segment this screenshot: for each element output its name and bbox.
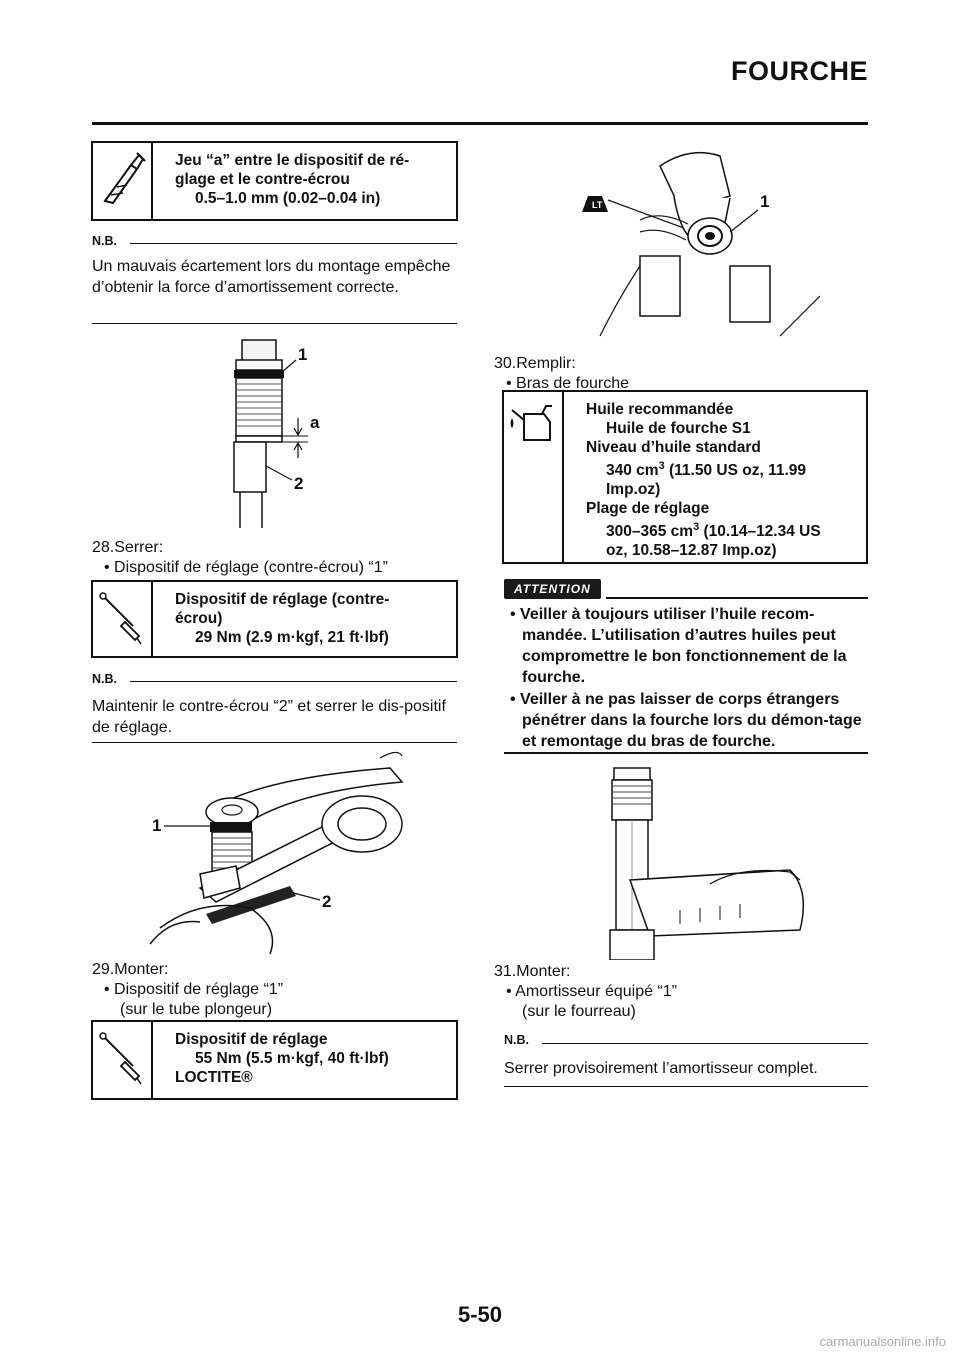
- nb2-rule: [130, 681, 457, 682]
- nb1-bottom-rule: [92, 323, 457, 324]
- attention-item-2: • Veiller à ne pas laisser de corps étrangers pénétrer dans la fourche lors du démon-tage et remontage du bras de fourche.: [510, 691, 862, 750]
- figure-adjuster-gap: [200, 332, 350, 532]
- step-31: [494, 962, 868, 1022]
- fig2-callout-1: 1: [152, 816, 162, 835]
- spec-icon-cell: [93, 1022, 153, 1098]
- fig1-callout-a: a: [310, 413, 320, 432]
- oil-can-icon: [504, 392, 562, 452]
- spec-torque1-value: 29 Nm (2.9 m·kgf, 21 ft·lbf): [195, 629, 389, 646]
- attention-badge: ATTENTION: [504, 579, 601, 599]
- fig2-callout-2: 2: [322, 892, 332, 911]
- spec-box-torque-adjuster: [91, 1020, 458, 1100]
- nb3-label: N.B.: [504, 1033, 529, 1047]
- spec-torque2-line1: Dispositif de réglage: [175, 1031, 328, 1048]
- fig3-callout-1: 1: [760, 192, 770, 211]
- attention-bottom-rule: [504, 752, 868, 754]
- fig1-callout-2: 2: [294, 474, 304, 493]
- nb1-label: N.B.: [92, 234, 117, 248]
- spec-icon-cell: [93, 143, 153, 219]
- torque-wrench-icon: [93, 1022, 151, 1098]
- header-rule: [92, 122, 868, 125]
- spec-torque2-value: 55 Nm (5.5 m·kgf, 40 ft·lbf): [195, 1050, 389, 1067]
- spec-box-gap: [91, 141, 458, 221]
- step-30-title: 30.Remplir:: [494, 355, 576, 372]
- spec-gap-line1: Jeu “a” entre le dispositif de ré-: [175, 152, 410, 169]
- step-29-sub: (sur le tube plongeur): [120, 1001, 273, 1018]
- attention-rule: [606, 597, 868, 599]
- step-29-title: 29.Monter:: [92, 961, 169, 978]
- nb1-rule: [130, 243, 457, 244]
- spec-gap-value: 0.5–1.0 mm (0.02–0.04 in): [195, 190, 381, 207]
- step-28-bullet: • Dispositif de réglage (contre-écrou) “1”: [104, 559, 388, 576]
- page-title: FOURCHE: [731, 56, 868, 86]
- spec-box-torque-locknut: [91, 580, 458, 658]
- step-31-bullet: • Amortisseur équipé “1”: [506, 983, 678, 1000]
- step-30-bullet: • Bras de fourche: [506, 375, 629, 392]
- spec-torque1-line1: Dispositif de réglage (contre-: [175, 591, 390, 608]
- figure-loctite-adjuster: [580, 136, 820, 340]
- fig3-lt-badge: LT: [592, 200, 603, 210]
- nb1-text: Un mauvais écartement lors du montage empêche d’obtenir la force d’amortissement correcte.: [92, 258, 451, 296]
- spec-torque2-loctite: LOCTITE®: [175, 1069, 253, 1086]
- spec-oil-recommended: Huile recommandée: [586, 401, 734, 418]
- step-28-title: 28.Serrer:: [92, 539, 164, 556]
- watermark: carmanualsonline.info: [819, 1334, 946, 1349]
- nb3-rule: [542, 1043, 868, 1044]
- spec-oil-level-value-cont: Imp.oz): [606, 481, 661, 499]
- figure-wrench-tightening: [140, 748, 410, 954]
- attention-item-1: • Veiller à toujours utiliser l’huile recom-mandée. L’utilisation d’autres huiles peut compromettre le bon fonctionnement de la fourche.: [510, 606, 847, 686]
- caliper-icon: [93, 143, 151, 219]
- step-30: [494, 354, 868, 394]
- nb3-text: Serrer provisoirement l’amortisseur complet.: [504, 1060, 818, 1077]
- spec-icon-cell: [504, 392, 564, 562]
- torque-wrench-icon: [93, 582, 151, 656]
- nb2-bottom-rule: [92, 742, 457, 743]
- spec-oil-level: Niveau d’huile standard: [586, 439, 761, 456]
- spec-box-oil: [502, 390, 868, 564]
- spec-oil-range-value: 300–365 $cm^3$ (10.14–12.34 US: [606, 521, 821, 541]
- figure-fork-oil-fill: [560, 760, 820, 960]
- spec-torque1-line2: écrou): [175, 610, 223, 627]
- spec-oil-range: Plage de réglage: [586, 500, 710, 518]
- attention-list: [504, 604, 868, 753]
- nb2-text: Maintenir le contre-écrou “2” et serrer le dis-positif de réglage.: [92, 698, 446, 736]
- nb3-bottom-rule: [504, 1086, 868, 1087]
- spec-icon-cell: [93, 582, 153, 656]
- page-number: 5-50: [457, 1302, 503, 1327]
- spec-gap-line2: glage et le contre-écrou: [175, 171, 350, 188]
- spec-oil-recommended-value: Huile de fourche S1: [606, 420, 751, 437]
- step-31-title: 31.Monter:: [494, 963, 571, 980]
- spec-oil-range-value-cont: oz, 10.58–12.87 Imp.oz): [606, 542, 777, 560]
- step-29: [92, 960, 458, 1020]
- step-31-sub: (sur le fourreau): [522, 1003, 636, 1020]
- fig1-callout-1: 1: [298, 345, 308, 364]
- nb2-label: N.B.: [92, 672, 117, 686]
- step-28: [92, 538, 458, 578]
- step-29-bullet: • Dispositif de réglage “1”: [104, 981, 284, 998]
- spec-oil-level-value: 340 $cm^3$ (11.50 US oz, 11.99: [606, 460, 807, 480]
